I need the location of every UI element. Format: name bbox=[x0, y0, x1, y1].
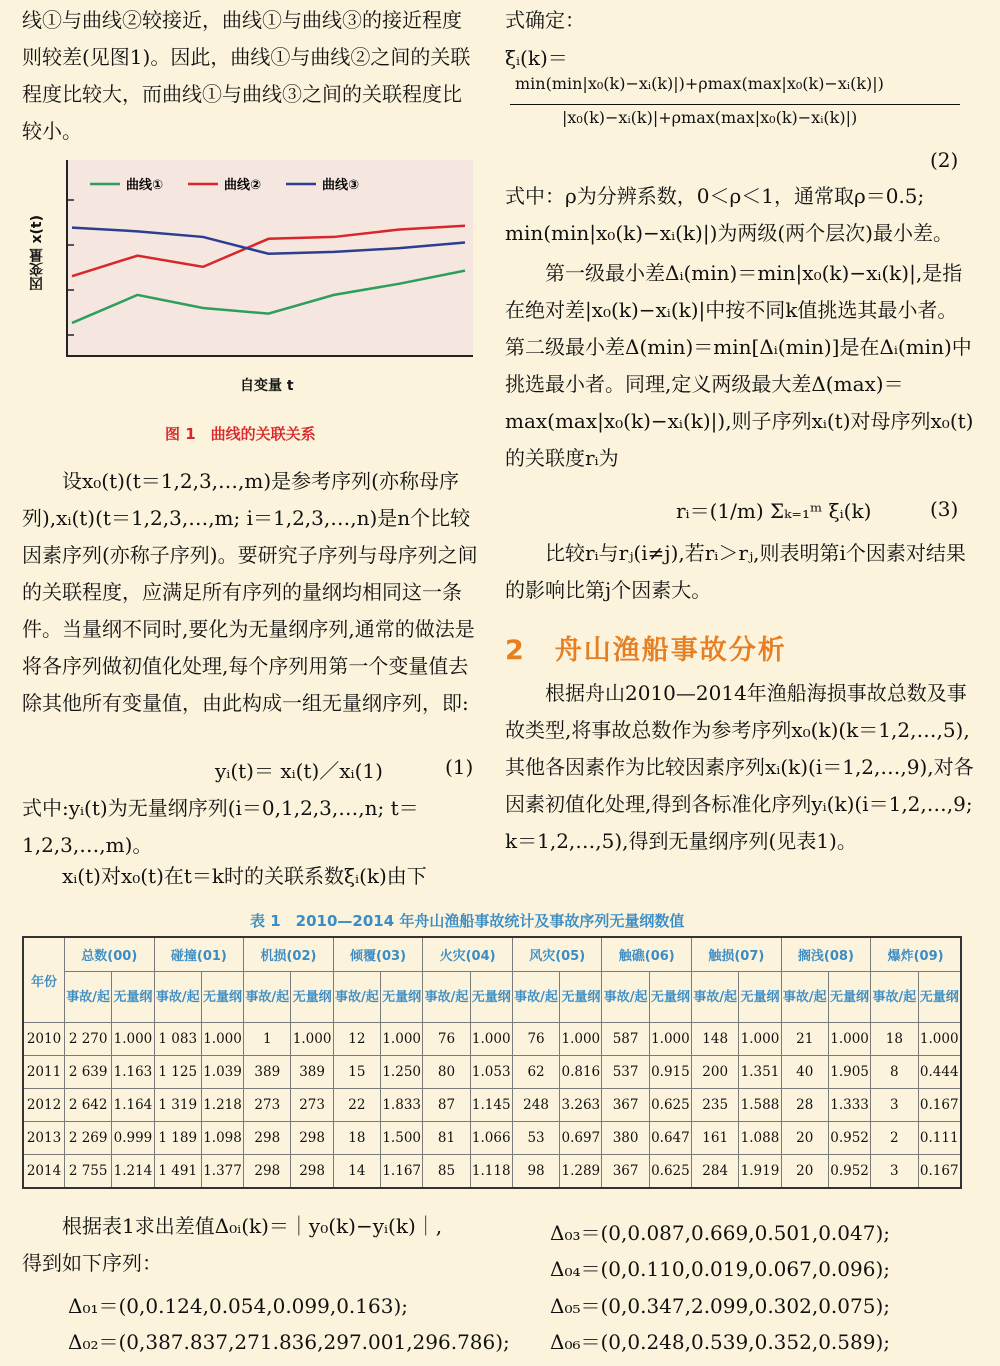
x-axis-label: 自变量 t bbox=[240, 378, 294, 394]
delta-02: Δ₀₂＝(0,387.837,271.836,297.001,296.786); bbox=[68, 1330, 510, 1354]
table-cell: 20 bbox=[781, 1155, 828, 1189]
sub-header: 无量纲 bbox=[649, 972, 691, 1023]
table-cell: 1.000 bbox=[918, 1023, 961, 1056]
table-cell: 76 bbox=[423, 1023, 470, 1056]
table-cell: 76 bbox=[512, 1023, 559, 1056]
sub-header: 无量纲 bbox=[201, 972, 243, 1023]
table-cell: 298 bbox=[291, 1122, 333, 1155]
sub-header: 事故/起 bbox=[781, 972, 828, 1023]
table-cell: 8 bbox=[871, 1056, 918, 1089]
table-cell: 2 270 bbox=[65, 1023, 112, 1056]
sub-header: 无量纲 bbox=[739, 972, 781, 1023]
table-cell: 28 bbox=[781, 1089, 828, 1122]
equation-3: rᵢ＝(1/m) Σₖ₌₁ᵐ ξᵢ(k) bbox=[676, 499, 872, 523]
paragraph-min-max: 第一级最小差Δᵢ(min)＝min|x₀(k)−xᵢ(k)|,是指在绝对差|x₀(k)−xᵢ(k)|中按不同k值挑选其最小者。第二级最小差Δ(min)＝min[Δᵢ(min)]是在Δᵢ(min)中挑选最小者。同理,定义两级最大差Δ(max)＝max(max|x₀(k)−xᵢ(k)|),则子序列xᵢ(t)对母序列x₀(t)的关联度rᵢ为 bbox=[505, 261, 974, 470]
group-header: 爆炸(09) bbox=[871, 937, 961, 972]
table-cell: 1 bbox=[244, 1023, 291, 1056]
year-header: 年份 bbox=[23, 937, 65, 1023]
xi-lhs: ξᵢ(k)＝ bbox=[505, 46, 568, 70]
line-chart bbox=[68, 160, 473, 355]
table-cell: 1.167 bbox=[381, 1155, 423, 1189]
table-cell: 3.263 bbox=[560, 1089, 602, 1122]
table-cell: 298 bbox=[244, 1155, 291, 1189]
table-cell: 1.833 bbox=[381, 1089, 423, 1122]
table-cell: 367 bbox=[602, 1155, 649, 1189]
table-cell: 248 bbox=[512, 1089, 559, 1122]
paragraph-compare: 比较rᵢ与rⱼ(i≠j),若rᵢ＞rⱼ,则表明第i个因素对结果的影响比第j个因素大。 bbox=[505, 541, 966, 602]
table-cell: 87 bbox=[423, 1089, 470, 1122]
table-cell: 1.066 bbox=[470, 1122, 512, 1155]
table-caption: 表 1 2010—2014 年舟山渔船事故统计及事故序列无量纲数值 bbox=[250, 912, 685, 930]
table-cell: 0.816 bbox=[560, 1056, 602, 1089]
table-cell: 1 125 bbox=[154, 1056, 201, 1089]
table-row bbox=[23, 1089, 961, 1122]
table-cell: 298 bbox=[244, 1122, 291, 1155]
table-cell: 1.214 bbox=[112, 1155, 154, 1189]
y-axis-label: 因变量 x(t) bbox=[29, 215, 45, 291]
table-cell: 1 189 bbox=[154, 1122, 201, 1155]
table-cell: 2 642 bbox=[65, 1089, 112, 1122]
table-cell: 235 bbox=[692, 1089, 739, 1122]
table-cell: 367 bbox=[602, 1089, 649, 1122]
sub-header: 事故/起 bbox=[423, 972, 470, 1023]
table-cell: 1.919 bbox=[739, 1155, 781, 1189]
table-row bbox=[23, 1056, 961, 1089]
group-header: 火灾(04) bbox=[423, 937, 513, 972]
sub-header: 事故/起 bbox=[244, 972, 291, 1023]
table-cell: 161 bbox=[692, 1122, 739, 1155]
table-cell: 1.053 bbox=[470, 1056, 512, 1089]
right-line1: 式确定： bbox=[505, 8, 585, 32]
table-cell: 0.952 bbox=[828, 1155, 870, 1189]
table-cell: 22 bbox=[333, 1089, 380, 1122]
table-cell: 3 bbox=[871, 1155, 918, 1189]
table-cell: 1.351 bbox=[739, 1056, 781, 1089]
legend-label: 曲线② bbox=[224, 178, 262, 193]
table-cell: 1.000 bbox=[291, 1023, 333, 1056]
table-cell: 18 bbox=[871, 1023, 918, 1056]
sub-header: 无量纲 bbox=[112, 972, 154, 1023]
table-cell: 0.625 bbox=[649, 1155, 691, 1189]
table-cell: 0.111 bbox=[918, 1122, 961, 1155]
series-line-3 bbox=[72, 228, 465, 254]
delta-05: Δ₀₅＝(0,0.347,2.099,0.302,0.075); bbox=[550, 1294, 890, 1318]
table-cell: 21 bbox=[781, 1023, 828, 1056]
where-2: 式中：ρ为分辨系数，0＜ρ＜1，通常取ρ＝0.5; min(min|x₀(k)−xᵢ(k)|)为两级(两个层次)最小差。 bbox=[505, 184, 953, 245]
table-cell: 1.000 bbox=[828, 1023, 870, 1056]
table-cell: 2014 bbox=[23, 1155, 65, 1189]
left-body bbox=[22, 463, 480, 722]
table-cell: 389 bbox=[291, 1056, 333, 1089]
table-cell: 1.000 bbox=[649, 1023, 691, 1056]
table-cell: 1.000 bbox=[560, 1023, 602, 1056]
fraction-bar bbox=[510, 104, 960, 105]
table-cell: 2012 bbox=[23, 1089, 65, 1122]
group-header: 机损(02) bbox=[244, 937, 334, 972]
table-cell: 12 bbox=[333, 1023, 380, 1056]
equation-1-number: (1) bbox=[445, 755, 474, 779]
table-cell: 2 bbox=[871, 1122, 918, 1155]
table-cell: 0.167 bbox=[918, 1089, 961, 1122]
sub-header: 无量纲 bbox=[291, 972, 333, 1023]
section-paragraph: 根据舟山2010—2014年渔船海损事故总数及事故类型,将事故总数作为参考序列x₀(k)(k＝1,2,…,5),其他各因素作为比较因素序列xᵢ(k)(i＝1,2,…,9),对各因素初值化处理,得到各标准化序列yᵢ(k)(i＝1,2,…,9; k＝1,2,…,5),得到无量纲序列(见表1)。 bbox=[505, 681, 974, 853]
equation-2-number: (2) bbox=[930, 148, 959, 172]
sub-header: 事故/起 bbox=[65, 972, 112, 1023]
where-1: 式中:yᵢ(t)为无量纲序列(i＝0,1,2,3,…,n; t＝1,2,3,…,m)。 bbox=[22, 796, 419, 857]
sub-header: 事故/起 bbox=[154, 972, 201, 1023]
delta-01: Δ₀₁＝(0,0.124,0.054,0.099,0.163); bbox=[68, 1294, 408, 1318]
table-cell: 1.000 bbox=[470, 1023, 512, 1056]
table-row bbox=[23, 1155, 961, 1189]
series-line-1 bbox=[72, 271, 465, 323]
table-cell: 537 bbox=[602, 1056, 649, 1089]
table-cell: 389 bbox=[244, 1056, 291, 1089]
table-cell: 2011 bbox=[23, 1056, 65, 1089]
table-cell: 1.905 bbox=[828, 1056, 870, 1089]
sub-header: 事故/起 bbox=[602, 972, 649, 1023]
table-cell: 0.697 bbox=[560, 1122, 602, 1155]
sub-header: 无量纲 bbox=[828, 972, 870, 1023]
table-cell: 0.999 bbox=[112, 1122, 154, 1155]
sub-header: 无量纲 bbox=[381, 972, 423, 1023]
table-cell: 1.039 bbox=[201, 1056, 243, 1089]
table-cell: 1.250 bbox=[381, 1056, 423, 1089]
table-cell: 80 bbox=[423, 1056, 470, 1089]
table-cell: 15 bbox=[333, 1056, 380, 1089]
fraction-denominator: |x₀(k)−xᵢ(k)|+ρmax(max|x₀(k)−xᵢ(k)|) bbox=[562, 108, 858, 127]
table-cell: 2010 bbox=[23, 1023, 65, 1056]
table-cell: 20 bbox=[781, 1122, 828, 1155]
paragraph-definitions: 设x₀(t)(t＝1,2,3,…,m)是参考序列(亦称母序列),xᵢ(t)(t＝1,2,3,…,m; i＝1,2,3,…,n)是n个比较因素序列(亦称子序列)。要研究子序列与母序列之间的关联程度，应满足所有序列的量纲均相同这一条件。当量纲不同时,要化为无量纲序列,通常的做法是将各序列做初值化处理,每个序列用第一个变量值去除其他所有变量值，由此构成一组无量纲序列，即: bbox=[22, 469, 478, 715]
table-cell: 200 bbox=[692, 1056, 739, 1089]
table-cell: 1.000 bbox=[381, 1023, 423, 1056]
table-1 bbox=[22, 936, 962, 1189]
table-cell: 14 bbox=[333, 1155, 380, 1189]
table-cell: 2 639 bbox=[65, 1056, 112, 1089]
legend-label: 曲线① bbox=[126, 178, 164, 193]
group-header: 风灾(05) bbox=[512, 937, 602, 972]
figure-1-plot-area bbox=[66, 160, 473, 357]
table-cell: 1.377 bbox=[201, 1155, 243, 1189]
section-heading: 2 舟山渔船事故分析 bbox=[505, 635, 787, 666]
table-cell: 1.333 bbox=[828, 1089, 870, 1122]
table-cell: 1.118 bbox=[470, 1155, 512, 1189]
table-cell: 1.000 bbox=[112, 1023, 154, 1056]
table-cell: 273 bbox=[244, 1089, 291, 1122]
sub-header: 事故/起 bbox=[871, 972, 918, 1023]
table-row bbox=[23, 1023, 961, 1056]
sub-header: 事故/起 bbox=[692, 972, 739, 1023]
sub-header: 事故/起 bbox=[512, 972, 559, 1023]
table-cell: 1.088 bbox=[739, 1122, 781, 1155]
table-cell: 0.625 bbox=[649, 1089, 691, 1122]
left-intro-paragraph bbox=[22, 2, 480, 150]
table-cell: 98 bbox=[512, 1155, 559, 1189]
table-cell: 284 bbox=[692, 1155, 739, 1189]
group-header: 触损(07) bbox=[692, 937, 782, 972]
table-cell: 53 bbox=[512, 1122, 559, 1155]
paragraph-relation-coefficient: xᵢ(t)对x₀(t)在t＝k时的关联系数ξᵢ(k)由下 bbox=[62, 864, 427, 888]
table-row bbox=[23, 1122, 961, 1155]
table-cell: 2 269 bbox=[65, 1122, 112, 1155]
group-header: 搁浅(08) bbox=[781, 937, 871, 972]
table-cell: 0.444 bbox=[918, 1056, 961, 1089]
table-cell: 3 bbox=[871, 1089, 918, 1122]
table-cell: 2 755 bbox=[65, 1155, 112, 1189]
table-cell: 62 bbox=[512, 1056, 559, 1089]
intro-text: 线①与曲线②较接近，曲线①与曲线③的接近程度则较差(见图1)。因此，曲线①与曲线②之间的关联程度比较大，而曲线①与曲线③之间的关联程度比较小。 bbox=[22, 8, 471, 143]
table-cell: 298 bbox=[291, 1155, 333, 1189]
table-cell: 1.588 bbox=[739, 1089, 781, 1122]
group-header: 总数(00) bbox=[65, 937, 155, 972]
table-cell: 1.000 bbox=[201, 1023, 243, 1056]
table-cell: 273 bbox=[291, 1089, 333, 1122]
delta-03: Δ₀₃＝(0,0.087,0.669,0.501,0.047); bbox=[550, 1221, 890, 1245]
figure-caption: 图 1 曲线的关联关系 bbox=[165, 425, 316, 443]
series-line-2 bbox=[72, 226, 465, 276]
table-cell: 587 bbox=[602, 1023, 649, 1056]
table-cell: 1.000 bbox=[739, 1023, 781, 1056]
table-cell: 0.647 bbox=[649, 1122, 691, 1155]
table-cell: 1.098 bbox=[201, 1122, 243, 1155]
bottom-left-text: 根据表1求出差值Δ₀ᵢ(k)＝｜y₀(k)−yᵢ(k)｜, 得到如下序列： bbox=[22, 1214, 443, 1275]
equation-3-number: (3) bbox=[930, 497, 959, 521]
table-cell: 0.952 bbox=[828, 1122, 870, 1155]
table-cell: 1.500 bbox=[381, 1122, 423, 1155]
table-cell: 1 319 bbox=[154, 1089, 201, 1122]
fraction-numerator: min(min|x₀(k)−xᵢ(k)|)+ρmax(max|x₀(k)−xᵢ(k)|) bbox=[515, 74, 884, 93]
delta-06: Δ₀₆＝(0,0.248,0.539,0.352,0.589); bbox=[550, 1330, 890, 1354]
table-cell: 1 083 bbox=[154, 1023, 201, 1056]
table-cell: 1.289 bbox=[560, 1155, 602, 1189]
table-cell: 0.167 bbox=[918, 1155, 961, 1189]
table-cell: 1 491 bbox=[154, 1155, 201, 1189]
table-cell: 85 bbox=[423, 1155, 470, 1189]
sub-header: 无量纲 bbox=[560, 972, 602, 1023]
table-cell: 148 bbox=[692, 1023, 739, 1056]
equation-1: yᵢ(t)＝ xᵢ(t)／xᵢ(1) bbox=[215, 759, 383, 783]
table-cell: 81 bbox=[423, 1122, 470, 1155]
group-header: 倾覆(03) bbox=[333, 937, 423, 972]
table-cell: 1.163 bbox=[112, 1056, 154, 1089]
group-header: 触礁(06) bbox=[602, 937, 692, 972]
table-cell: 0.915 bbox=[649, 1056, 691, 1089]
table-cell: 40 bbox=[781, 1056, 828, 1089]
sub-header: 无量纲 bbox=[470, 972, 512, 1023]
table-cell: 380 bbox=[602, 1122, 649, 1155]
sub-header: 事故/起 bbox=[333, 972, 380, 1023]
table-cell: 2013 bbox=[23, 1122, 65, 1155]
sub-header: 无量纲 bbox=[918, 972, 961, 1023]
delta-04: Δ₀₄＝(0,0.110,0.019,0.067,0.096); bbox=[550, 1257, 890, 1281]
table-cell: 1.218 bbox=[201, 1089, 243, 1122]
table-cell: 1.164 bbox=[112, 1089, 154, 1122]
table-cell: 1.145 bbox=[470, 1089, 512, 1122]
group-header: 碰撞(01) bbox=[154, 937, 244, 972]
table-cell: 18 bbox=[333, 1122, 380, 1155]
legend-label: 曲线③ bbox=[322, 178, 360, 193]
